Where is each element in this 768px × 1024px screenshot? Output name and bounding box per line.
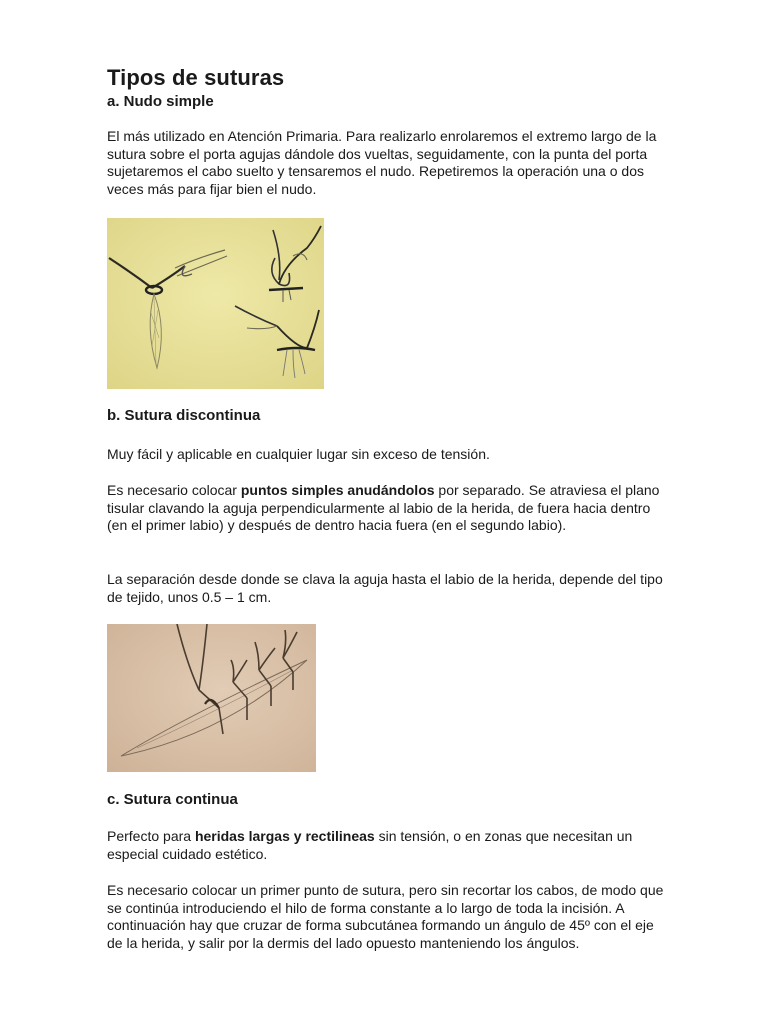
- paragraph-discontinua-separacion: [107, 571, 667, 606]
- paragraph-text: El más utilizado en Atención Primaria. Para realizarlo enrolaremos el extremo largo de la sutura sobre el porta agujas dándole dos vueltas, seguidamente, con la punta del porta sujetaremos el cabo suelto y tensaremos el nudo. Repetiremos la operación una o dos veces más para fijar bien el nudo.: [107, 128, 657, 197]
- sketch-nudo-simple-image: [107, 218, 324, 389]
- sketch-sutura-discontinua-image: [107, 624, 316, 772]
- section-heading-sutura-discontinua: b. Sutura discontinua: [107, 407, 261, 424]
- document-title: Tipos de suturas: [107, 65, 285, 90]
- figure-sutura-discontinua: [107, 624, 316, 772]
- paragraph-text: Es necesario colocar un primer punto de sutura, pero sin recortar los cabos, de modo que se continúa introduciendo el hilo de forma constante a lo largo de toda la incisión. A continuación hay que cruzar de forma subcutánea formando un ángulo de 45º con el eje de la herida, y salir por la dermis del lado opuesto manteniendo los ángulos.: [107, 882, 664, 951]
- section-heading-nudo-simple: a. Nudo simple: [107, 93, 214, 110]
- section-heading-sutura-continua: c. Sutura continua: [107, 791, 238, 808]
- paragraph-text: La separación desde donde se clava la aguja hasta el labio de la herida, depende del tipo de tejido, unos 0.5 – 1 cm.: [107, 571, 663, 605]
- paragraph-text: Perfecto para: [107, 828, 195, 844]
- emphasis-text: heridas largas y rectilineas: [194, 828, 375, 844]
- paragraph-text: por separado. Se atraviesa el plano tisular clavando la aguja perpendicularmente al labio de la herida, de fuera hacia dentro (en el primer labio) y después de dentro hacia fuera (en el segundo labio).: [107, 482, 660, 534]
- paragraph-discontinua-intro: [107, 446, 667, 464]
- paragraph-discontinua-tecnica: [107, 482, 667, 535]
- paragraph-text: Es necesario colocar: [107, 482, 241, 498]
- paragraph-continua-tecnica: [107, 882, 667, 952]
- paragraph-continua-intro: [107, 828, 667, 863]
- paragraph-text: Muy fácil y aplicable en cualquier lugar sin exceso de tensión.: [107, 446, 490, 462]
- paragraph-nudo-simple: [107, 128, 667, 198]
- paragraph-text: sin tensión, o en zonas que necesitan un especial cuidado estético.: [107, 828, 633, 862]
- emphasis-text: puntos simples anudándolos: [240, 482, 435, 498]
- figure-nudo-simple: [107, 218, 324, 389]
